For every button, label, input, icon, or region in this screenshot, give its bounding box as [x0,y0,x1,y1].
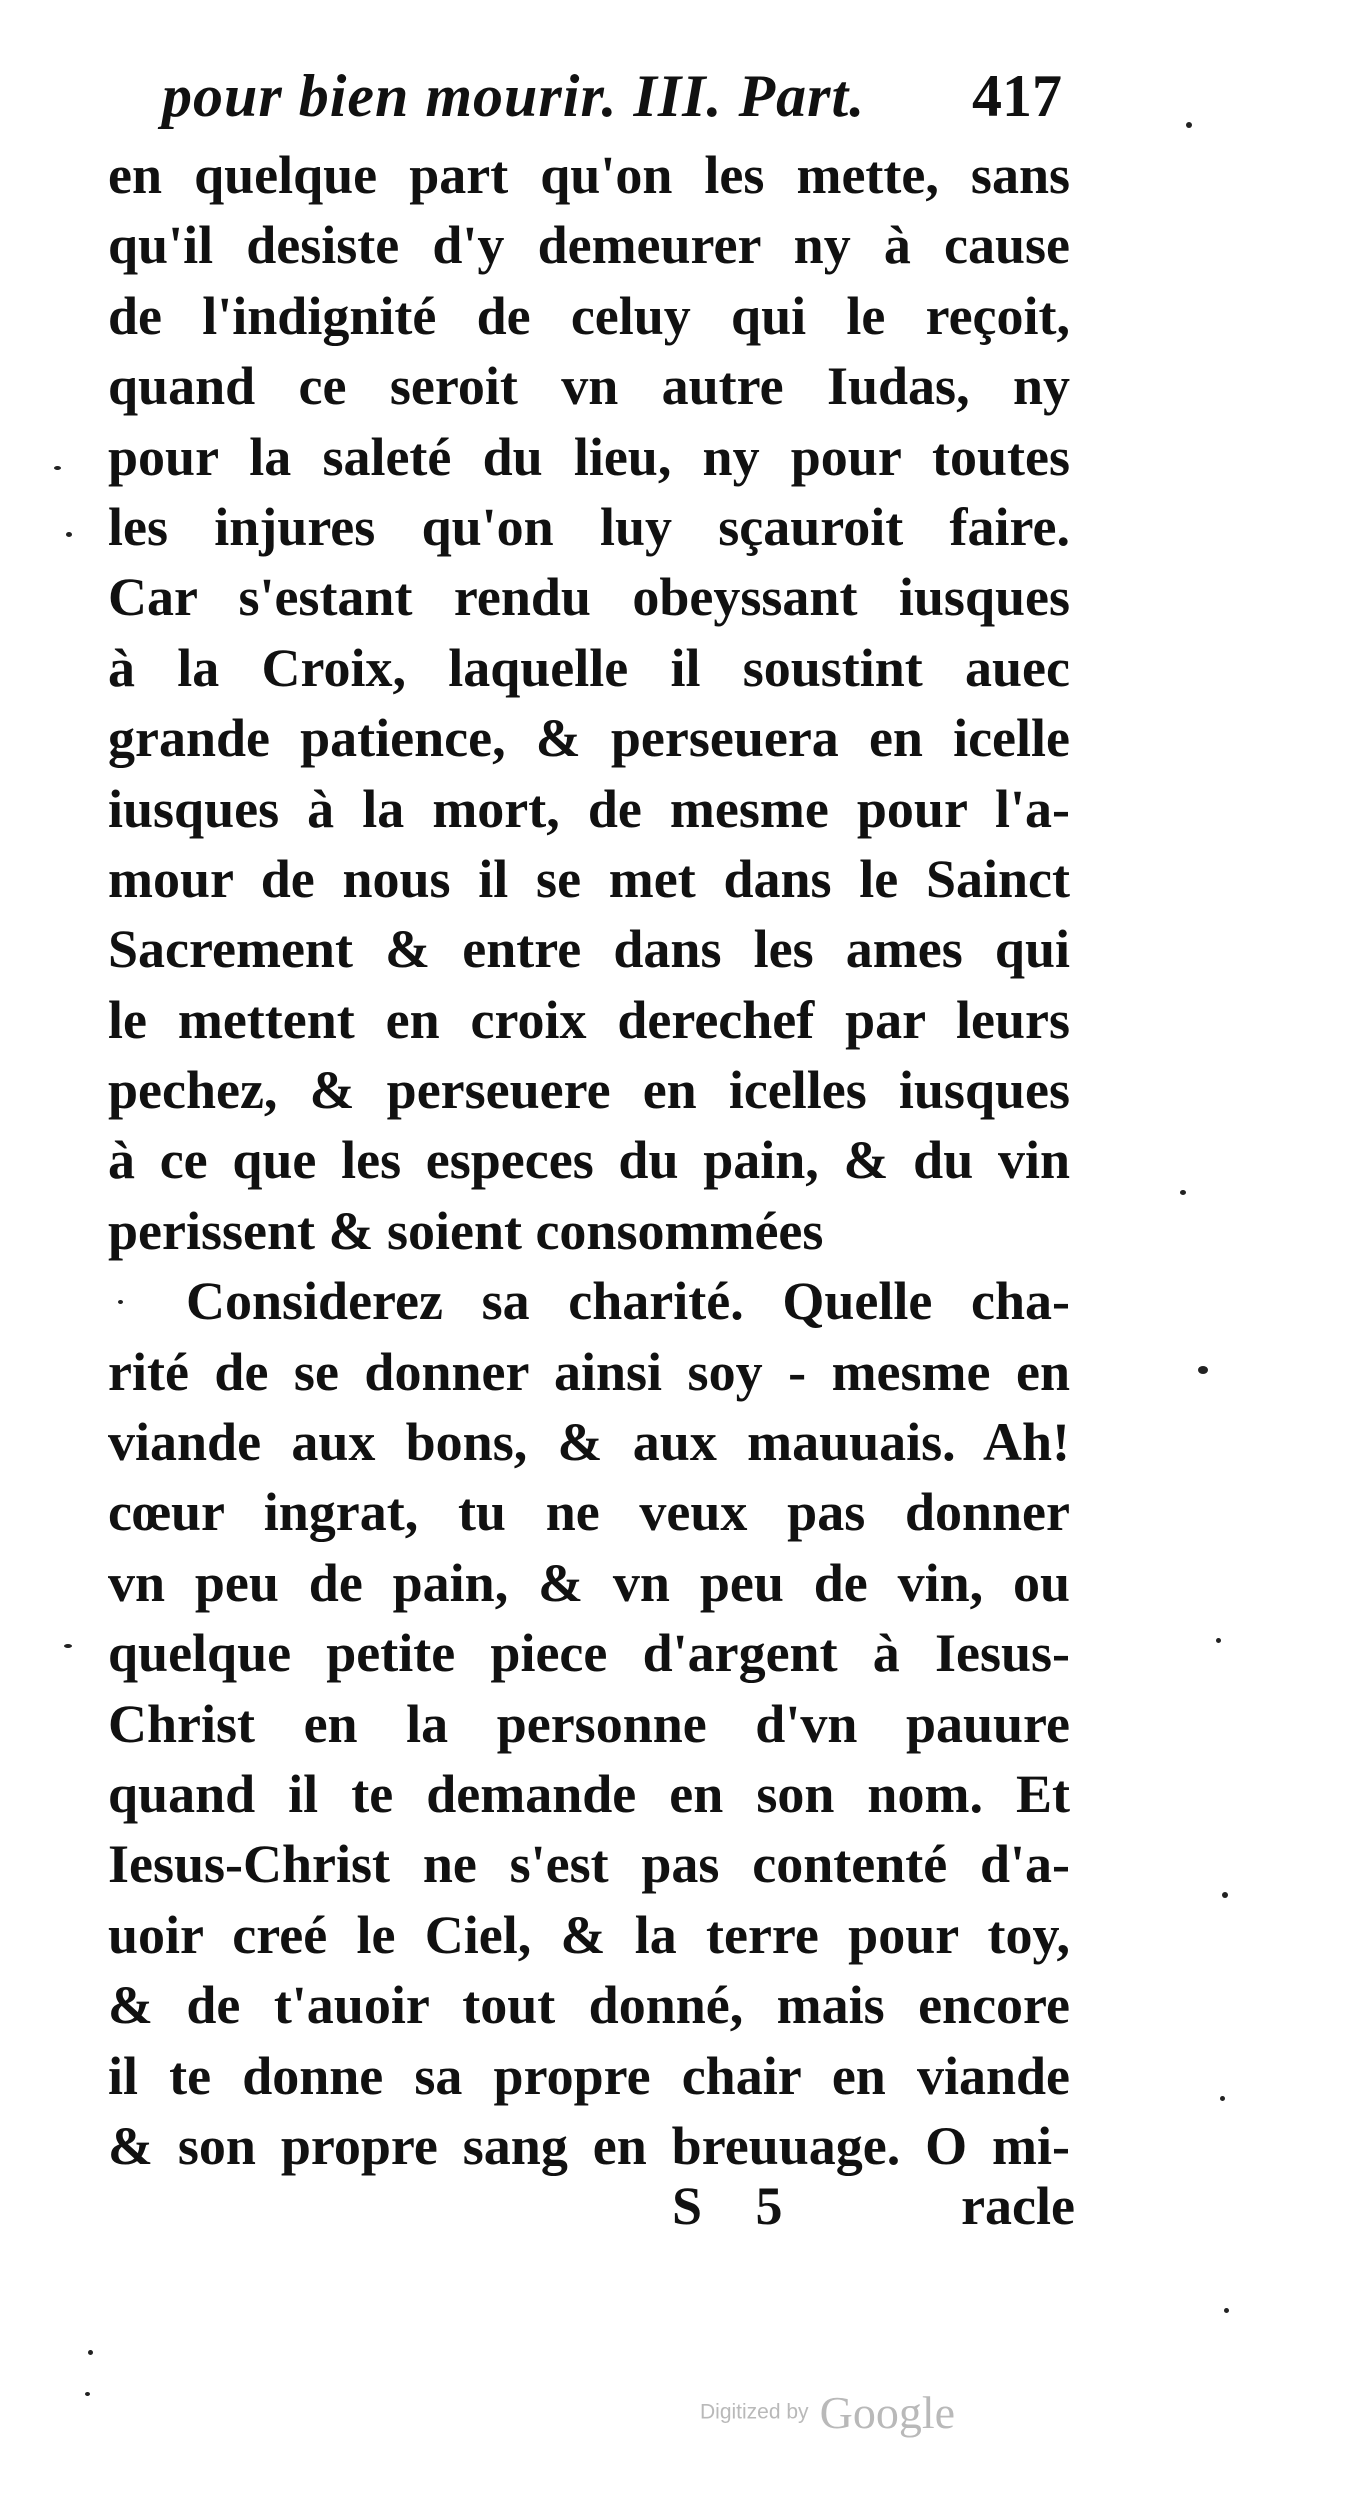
watermark-logo: Google [819,2387,956,2438]
scan-speck [64,1644,72,1648]
scan-speck [1224,2308,1229,2313]
page-footer [650,2175,1075,2245]
paragraph-first-line: Considerez sa charité. Quelle cha- [186,1271,1070,1332]
text-line: Christ en la personne d'vn pauure [108,1693,1070,1754]
text-line: Sacrement & entre dans les ames qui [108,919,1070,980]
scan-speck [1198,1366,1208,1374]
catchword: racle [961,2176,1075,2236]
page-header [162,62,1062,148]
text-line: vn peu de pain, & vn peu de vin, ou [108,1552,1070,1613]
scan-speck [54,466,61,470]
text-line: quand ce seroit vn autre Iudas, ny [108,356,1070,417]
text-line: & de t'auoir tout donné, mais encore [108,1975,1070,2036]
text-line: en quelque part qu'on les mette, sans [108,145,1070,205]
text-line: viande aux bons, & aux mauuais. Ah! [108,1412,1070,1473]
scan-speck [1216,1638,1221,1643]
text-line: rité de se donner ainsi soy - mesme en [108,1341,1070,1402]
text-line: à ce que les especes du pain, & du vin [108,1130,1070,1191]
scan-speck [1220,2096,1225,2101]
text-line: pour la saleté du lieu, ny pour toutes [108,426,1070,487]
text-line: Car s'estant rendu obeyssant iusques [108,567,1070,628]
text-line: pechez, & perseuere en icelles iusques [108,1060,1070,1121]
body-text [108,140,1070,2181]
signature-mark: S 5 [672,2176,803,2236]
text-line: Iesus-Christ ne s'est pas contenté d'a- [108,1834,1070,1895]
text-line: uoir creé le Ciel, & la terre pour toy, [108,1904,1070,1965]
watermark-prefix: Digitized by [700,2400,809,2424]
scan-speck [85,2392,90,2396]
text-line: quelque petite piece d'argent à Iesus- [108,1623,1070,1684]
scan-speck [1186,122,1192,128]
scan-speck [118,1300,123,1304]
text-line: cœur ingrat, tu ne veux pas donner [108,1482,1070,1543]
scan-speck [66,532,72,537]
text-line: perissent & soient consommées [108,1200,824,1261]
page-number: 417 [972,63,1062,129]
text-line: le mettent en croix derechef par leurs [108,989,1070,1050]
scan-speck [88,2350,93,2355]
text-line: iusques à la mort, de mesme pour l'a- [108,778,1070,839]
text-line: de l'indignité de celuy qui le reçoit, [108,285,1070,346]
text-line: mour de nous il se met dans le Sainct [108,848,1070,909]
scan-speck [1180,1190,1186,1195]
running-title: pour bien mourir. III. Part. [162,63,866,129]
text-line: il te donne sa propre chair en viande [108,2045,1070,2106]
text-line: & son propre sang en breuuage. O mi- [108,2115,1070,2176]
digitization-watermark [700,2386,1010,2446]
text-line: qu'il desiste d'y demeurer ny à cause [108,215,1070,276]
text-line: quand il te demande en son nom. Et [108,1763,1070,1824]
text-line: les injures qu'on luy sçauroit faire. [108,496,1070,557]
text-line: grande patience, & perseuera en icelle [108,708,1070,769]
scan-speck [1222,1892,1228,1898]
text-line: à la Croix, laquelle il soustint auec [108,637,1070,698]
